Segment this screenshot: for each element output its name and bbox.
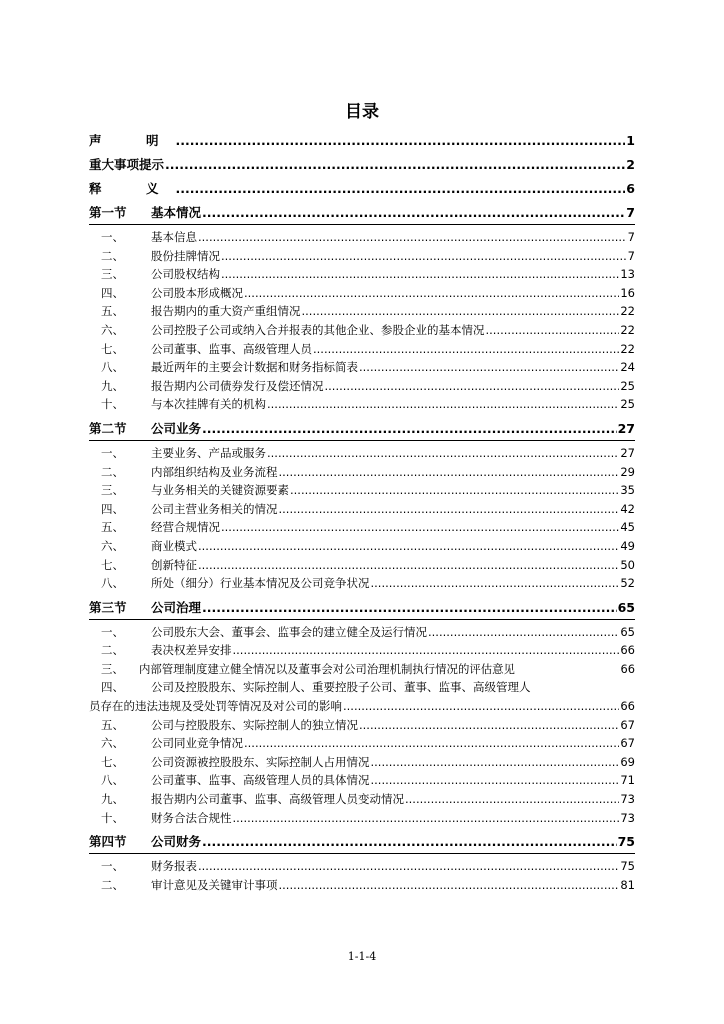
item-number: 三、	[101, 661, 124, 676]
item-title: 公司董事、监事、高级管理人员	[151, 341, 312, 356]
item-number: 二、	[101, 464, 124, 479]
toc-item[interactable]	[89, 340, 635, 359]
item-title: 公司股本形成概况	[151, 285, 243, 300]
item-number: 五、	[101, 304, 124, 319]
item-number: 一、	[101, 230, 124, 244]
item-number: 九、	[101, 792, 124, 807]
item-number: 五、	[101, 520, 124, 535]
toc-section-3[interactable]	[89, 599, 635, 620]
leader-dots	[371, 753, 620, 772]
item-title: 审计意见及关键审计事项	[151, 877, 278, 892]
toc-item-line2	[89, 697, 635, 716]
section-page: 7	[626, 205, 635, 220]
leader-dots	[290, 481, 619, 500]
item-page: 22	[620, 304, 635, 319]
item-title: 公司同业竞争情况	[151, 736, 243, 751]
item-title: 报告期内公司董事、监事、高级管理人员变动情况	[151, 792, 404, 807]
item-number: 八、	[101, 360, 124, 375]
item-number: 二、	[101, 877, 124, 892]
toc-item[interactable]	[89, 716, 635, 735]
item-number: 八、	[101, 576, 124, 591]
toc-section-2[interactable]	[89, 420, 635, 441]
item-number: 七、	[101, 754, 124, 769]
item-page: 7	[627, 230, 635, 244]
toc-entry-major-matters[interactable]	[89, 156, 635, 174]
section-number: 第一节	[89, 205, 127, 220]
toc-item[interactable]	[89, 265, 635, 284]
leader-dots	[202, 420, 617, 438]
page-number-footer: 1-1-4	[347, 950, 377, 963]
section-page: 27	[617, 420, 635, 436]
toc-item[interactable]	[89, 247, 635, 266]
item-number: 一、	[101, 624, 124, 639]
item-title: 报告期内公司债券发行及偿还情况	[151, 378, 324, 393]
toc-item[interactable]	[89, 537, 635, 556]
item-number: 九、	[101, 378, 124, 393]
leader-dots	[202, 833, 617, 851]
toc-item[interactable]	[89, 284, 635, 303]
leader-dots	[405, 790, 619, 809]
item-number: 十、	[101, 810, 124, 825]
item-page: 52	[620, 576, 635, 591]
toc-entry-title: 声 明	[89, 133, 175, 148]
toc-item[interactable]	[89, 556, 635, 575]
item-title: 公司董事、监事、高级管理人员的具体情况	[151, 773, 370, 788]
item-number: 四、	[101, 501, 124, 516]
item-page: 42	[620, 501, 635, 516]
item-number: 三、	[101, 483, 124, 498]
leader-dots	[279, 876, 620, 895]
leader-dots	[202, 599, 617, 617]
toc-item[interactable]	[89, 771, 635, 790]
toc-item[interactable]	[89, 857, 635, 876]
item-page: 75	[620, 859, 635, 874]
leader-dots	[244, 734, 619, 753]
item-title: 所处（细分）行业基本情况及公司竞争状况	[151, 576, 370, 591]
toc-item-line1	[89, 678, 635, 697]
item-title: 财务合法合规性	[151, 810, 232, 825]
toc-item[interactable]	[89, 321, 635, 340]
item-number: 七、	[101, 341, 124, 356]
item-title: 内部组织结构及业务流程	[151, 464, 278, 479]
toc-item[interactable]	[89, 463, 635, 482]
leader-dots	[198, 556, 619, 575]
toc-section-1[interactable]	[89, 204, 635, 225]
leader-dots	[359, 716, 619, 735]
section-number: 第二节	[89, 420, 127, 436]
toc-item[interactable]	[89, 734, 635, 753]
toc-item[interactable]	[89, 481, 635, 500]
toc-item[interactable]	[89, 641, 635, 660]
toc-entry-page: 2	[626, 157, 635, 172]
leader-dots	[343, 697, 619, 716]
item-page: 22	[620, 341, 635, 356]
toc-item[interactable]	[89, 500, 635, 519]
item-number: 二、	[101, 248, 124, 263]
item-number: 一、	[101, 859, 124, 874]
item-title: 基本信息	[151, 230, 197, 244]
item-page: 73	[620, 810, 635, 825]
item-page: 67	[620, 717, 635, 732]
toc-item[interactable]	[89, 518, 635, 537]
leader-dots	[244, 284, 619, 303]
section-number: 第三节	[89, 599, 127, 615]
item-title: 公司股权结构	[151, 267, 220, 282]
item-page: 81	[620, 877, 635, 892]
item-number: 八、	[101, 773, 124, 788]
item-page: 7	[627, 248, 635, 263]
leader-dots	[198, 857, 619, 876]
item-title: 表决权差异安排	[151, 643, 232, 658]
item-title: 公司股东大会、董事会、监事会的建立健全及运行情况	[151, 624, 427, 639]
item-page: 25	[620, 378, 635, 393]
toc-section-4[interactable]	[89, 833, 635, 854]
leader-dots	[202, 204, 625, 222]
leader-dots	[279, 500, 620, 519]
toc-item[interactable]	[89, 623, 635, 642]
leader-dots	[371, 574, 620, 593]
table-of-contents	[89, 132, 635, 894]
item-title: 公司与控股股东、实际控制人的独立情况	[151, 717, 358, 732]
item-title: 商业模式	[151, 538, 197, 553]
toc-item[interactable]	[89, 302, 635, 321]
item-page: 66	[620, 643, 635, 658]
leader-dots	[198, 228, 627, 247]
toc-item[interactable]	[89, 395, 635, 414]
toc-item[interactable]	[89, 809, 635, 828]
leader-dots	[165, 156, 625, 174]
item-page: 50	[620, 557, 635, 572]
item-page: 45	[620, 520, 635, 535]
leader-dots	[198, 537, 619, 556]
section-title: 公司治理	[151, 599, 202, 615]
toc-entry-page: 1	[626, 133, 635, 148]
toc-item[interactable]	[89, 377, 635, 396]
item-number: 六、	[101, 538, 124, 553]
item-number: 七、	[101, 557, 124, 572]
item-page: 65	[620, 624, 635, 639]
section-page: 75	[617, 834, 635, 850]
leader-dots	[233, 641, 620, 660]
leader-dots	[176, 180, 626, 198]
toc-item[interactable]	[89, 753, 635, 772]
page-title: 目录	[345, 102, 379, 122]
leader-dots	[221, 247, 627, 266]
leader-dots	[302, 302, 620, 321]
leader-dots	[267, 395, 619, 414]
item-title: 内部管理制度建立健全情况以及董事会对公司治理机制执行情况的评估意见	[139, 661, 515, 676]
item-title: 最近两年的主要会计数据和财务指标简表	[151, 360, 358, 375]
leader-dots	[371, 771, 620, 790]
item-page: 73	[620, 792, 635, 807]
item-page: 66	[620, 699, 635, 714]
toc-entry-title: 重大事项提示	[89, 157, 165, 172]
toc-entry-title: 释 义	[89, 181, 175, 196]
toc-entry-declaration[interactable]	[89, 132, 635, 150]
item-page: 16	[620, 285, 635, 300]
leader-dots	[221, 265, 619, 284]
item-title: 财务报表	[151, 859, 197, 874]
section-title: 公司财务	[151, 834, 202, 850]
item-number: 十、	[101, 397, 124, 412]
item-page: 49	[620, 538, 635, 553]
item-number: 二、	[101, 643, 124, 658]
item-page: 22	[620, 322, 635, 337]
section-number: 第四节	[89, 834, 127, 850]
toc-item[interactable]	[89, 228, 635, 247]
item-page: 71	[620, 773, 635, 788]
item-title: 经营合规情况	[151, 520, 220, 535]
toc-item-wrapped[interactable]	[89, 678, 635, 715]
item-title: 主要业务、产品或服务	[151, 445, 266, 460]
item-number: 一、	[101, 445, 124, 460]
section-title: 公司业务	[151, 420, 202, 436]
section-page: 65	[617, 599, 635, 615]
toc-item[interactable]	[89, 574, 635, 593]
leader-dots	[428, 623, 619, 642]
item-number: 四、	[101, 285, 124, 300]
item-title: 与业务相关的关键资源要素	[151, 483, 289, 498]
leader-dots	[267, 444, 619, 463]
leader-dots	[325, 377, 620, 396]
item-page: 27	[620, 445, 635, 460]
item-title: 与本次挂牌有关的机构	[151, 397, 266, 412]
item-title: 创新特征	[151, 557, 197, 572]
item-page: 29	[620, 464, 635, 479]
item-number: 四、	[101, 680, 124, 695]
item-title: 公司控股子公司或纳入合并报表的其他企业、参股企业的基本情况	[151, 322, 485, 337]
item-page: 25	[620, 397, 635, 412]
item-number: 五、	[101, 717, 124, 732]
item-page: 69	[620, 754, 635, 769]
item-page: 35	[620, 483, 635, 498]
toc-item[interactable]	[89, 358, 635, 377]
item-title-line2: 员存在的违法违规及受处罚等情况及对公司的影响	[89, 699, 342, 714]
item-number: 六、	[101, 736, 124, 751]
toc-entry-page: 6	[626, 181, 635, 196]
item-title: 报告期内的重大资产重组情况	[151, 304, 301, 319]
leader-dots	[233, 809, 620, 828]
item-number: 六、	[101, 322, 124, 337]
leader-dots	[486, 321, 620, 340]
section-title: 基本情况	[151, 205, 202, 220]
item-page: 24	[620, 360, 635, 375]
toc-item[interactable]	[89, 876, 635, 895]
toc-entry-definitions[interactable]	[89, 180, 635, 198]
toc-item[interactable]	[89, 790, 635, 809]
item-title: 公司资源被控股股东、实际控制人占用情况	[151, 754, 370, 769]
leader-dots	[313, 340, 619, 359]
leader-dots	[279, 463, 620, 482]
item-title: 公司主营业务相关的情况	[151, 501, 278, 516]
item-page: 13	[620, 267, 635, 282]
toc-item[interactable]	[89, 444, 635, 463]
leader-dots	[359, 358, 619, 377]
item-number: 三、	[101, 267, 124, 282]
item-page: 66	[620, 661, 635, 676]
item-page: 67	[620, 736, 635, 751]
leader-dots	[176, 132, 626, 150]
item-title-line1: 公司及控股股东、实际控制人、重要控股子公司、董事、监事、高级管理人	[151, 680, 531, 695]
leader-dots	[221, 518, 619, 537]
toc-item[interactable]	[89, 660, 635, 679]
item-title: 股份挂牌情况	[151, 248, 220, 263]
